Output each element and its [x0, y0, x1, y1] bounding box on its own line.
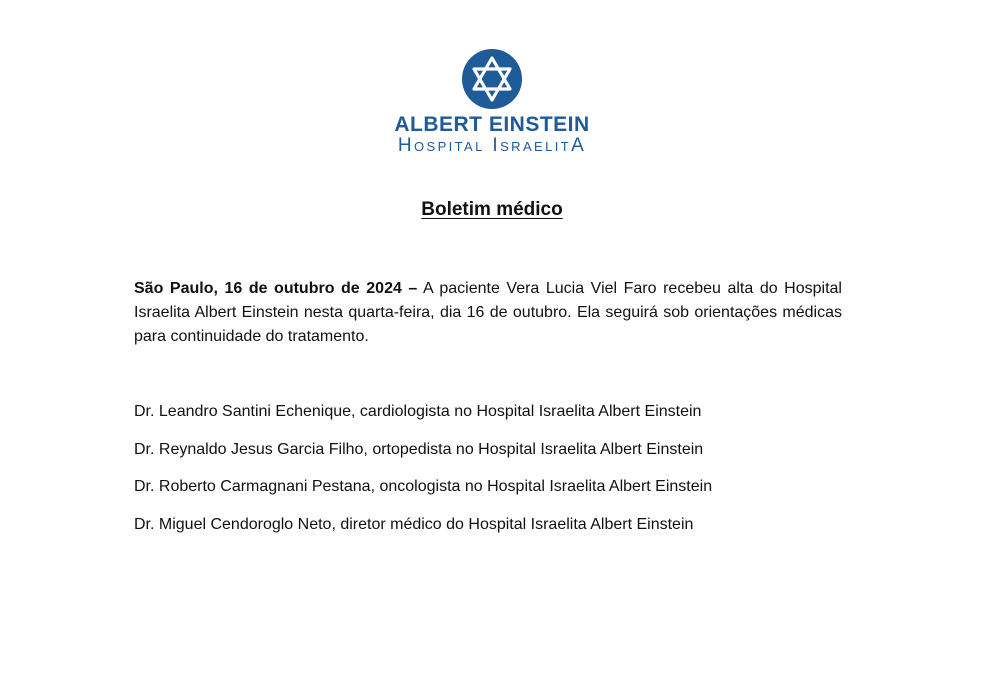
- document-title: Boletim médico: [421, 199, 563, 220]
- hospital-logo: [0, 48, 984, 156]
- signer: Dr. Miguel Cendoroglo Neto, diretor médico do Hospital Israelita Albert Einstein: [134, 515, 694, 533]
- logo-subtitle: Hospital IsraelitA: [397, 135, 587, 156]
- signers-list: [134, 400, 842, 550]
- bulletin-paragraph: [134, 277, 842, 349]
- logo-name: ALBERT EINSTEIN: [394, 113, 590, 136]
- place-date: São Paulo, 16 de outubro de 2024 –: [134, 280, 418, 297]
- signer: Dr. Roberto Carmagnani Pestana, oncologista no Hospital Israelita Albert Einstein: [134, 478, 713, 495]
- star-of-david-icon: [461, 48, 523, 110]
- bulletin-body: A paciente Vera Lucia Viel Faro recebeu alta do Hospital Israelita Albert Einstein nesta quarta-feira, dia 16 de outubro. Ela seguirá sob orientações médicas para continuidade do tratamento.: [134, 280, 842, 345]
- signer: Dr. Leandro Santini Echenique, cardiologista no Hospital Israelita Albert Einstein: [134, 403, 702, 420]
- signer: Dr. Reynaldo Jesus Garcia Filho, ortopedista no Hospital Israelita Albert Einstein: [134, 440, 704, 458]
